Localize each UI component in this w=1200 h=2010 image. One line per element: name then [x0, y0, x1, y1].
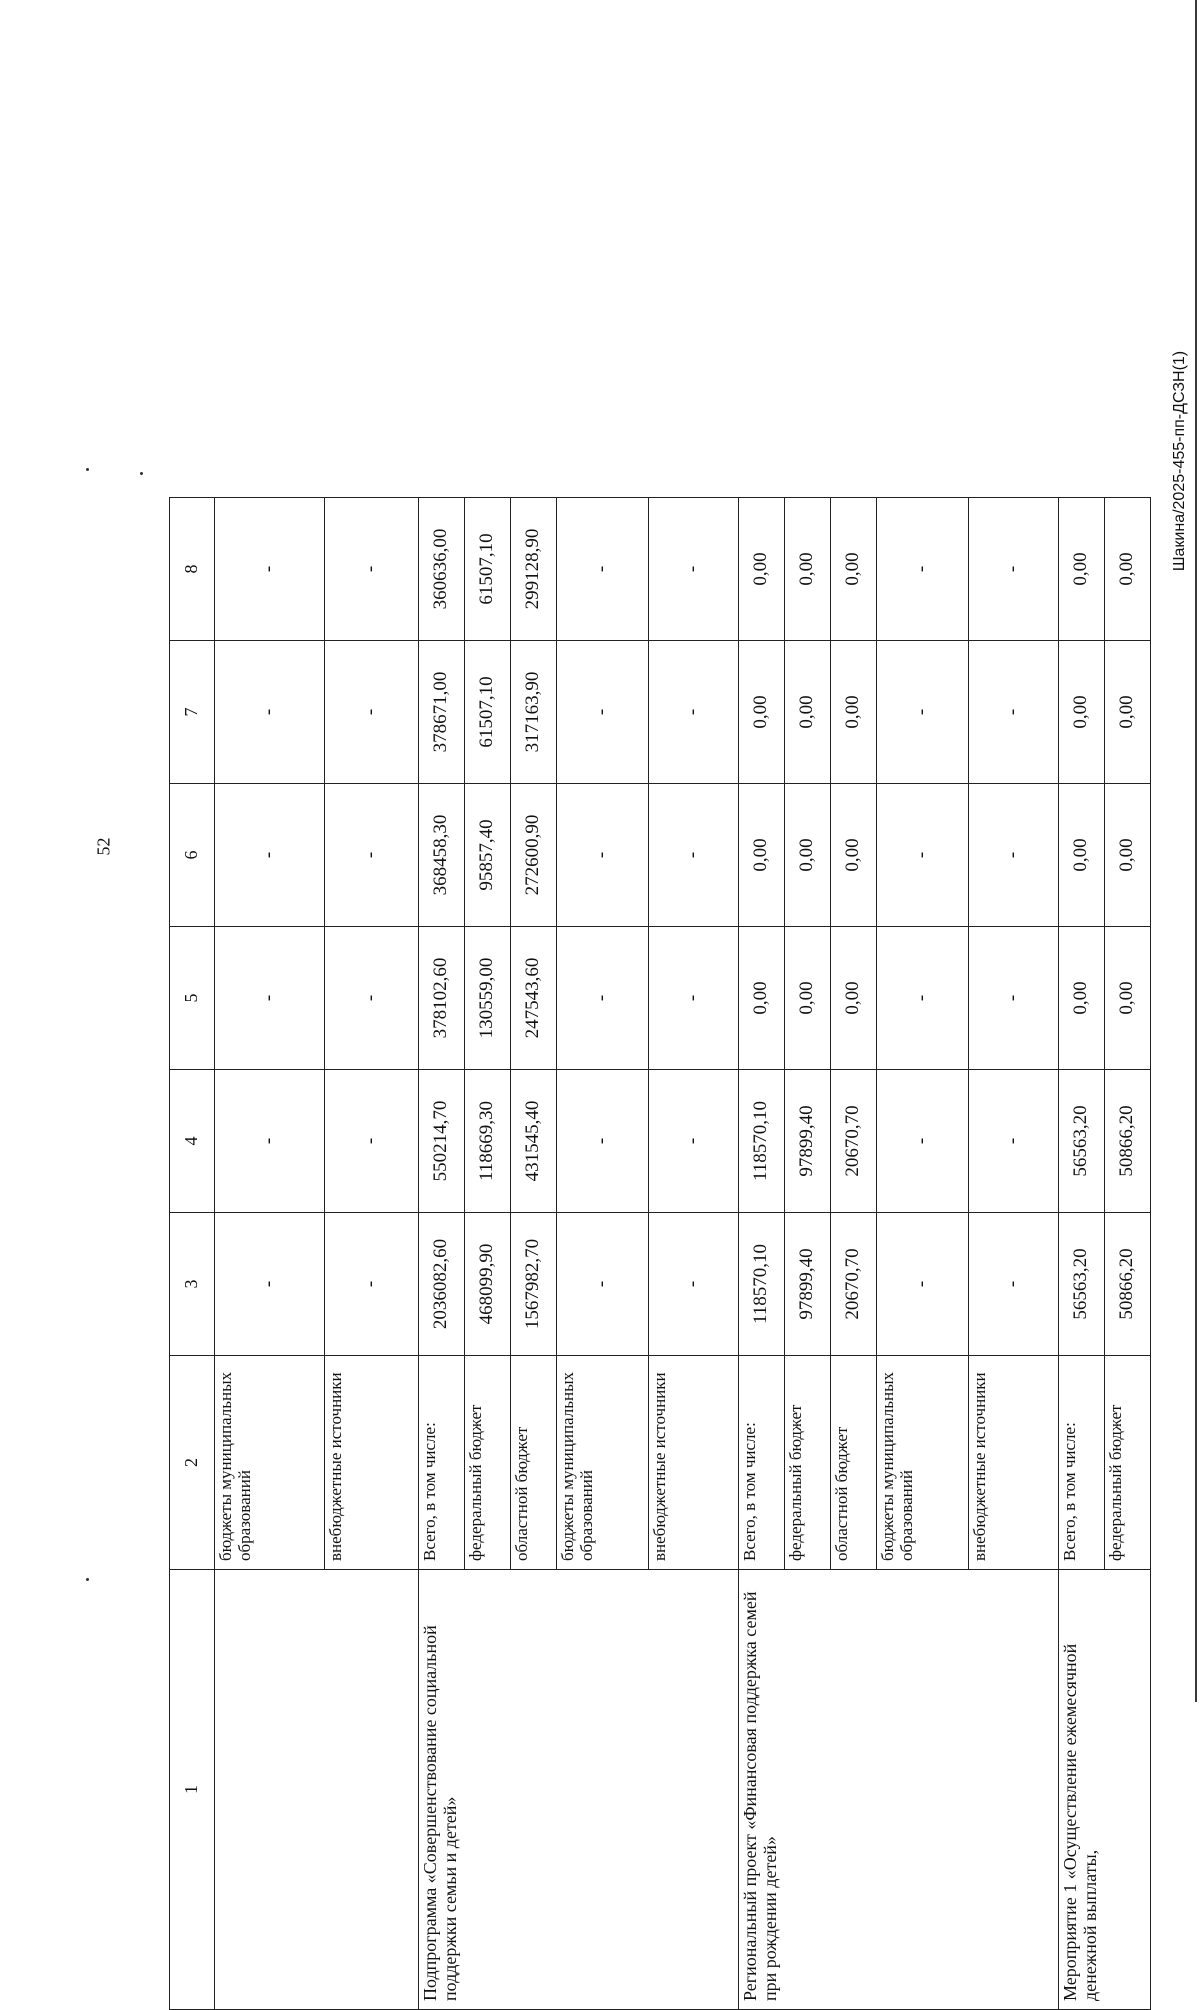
amount-cell: 118669,30	[465, 1070, 511, 1213]
amount-cell: -	[877, 1213, 969, 1356]
header-cell: 4	[170, 1070, 215, 1213]
header-cell: 7	[170, 641, 215, 784]
amount-cell: -	[325, 1070, 419, 1213]
funding-source-cell: внебюджетные источники	[649, 1356, 739, 1570]
amount-cell: 550214,70	[419, 1070, 465, 1213]
header-cell: 5	[170, 927, 215, 1070]
table-container	[169, 498, 1138, 2010]
header-row	[170, 498, 215, 2010]
header-cell: 3	[170, 1213, 215, 1356]
amount-cell: 468099,90	[465, 1213, 511, 1356]
amount-cell: 0,00	[739, 641, 785, 784]
amount-cell: 0,00	[1059, 927, 1105, 1070]
scan-speck	[140, 472, 143, 475]
funding-source-cell: федеральный бюджет	[785, 1356, 831, 1570]
amount-cell: -	[969, 927, 1059, 1070]
amount-cell: 50866,20	[1105, 1213, 1151, 1356]
amount-cell: -	[325, 498, 419, 641]
program-name-cell	[215, 1570, 419, 2010]
amount-cell: 0,00	[1059, 784, 1105, 927]
amount-cell: 0,00	[1105, 498, 1151, 641]
amount-cell: -	[649, 1213, 739, 1356]
amount-cell: 97899,40	[785, 1070, 831, 1213]
document-code: Шакина/2025-455-пп-ДСЗН(1)	[1171, 350, 1188, 572]
amount-cell: 431545,40	[511, 1070, 557, 1213]
funding-source-cell: областной бюджет	[511, 1356, 557, 1570]
amount-cell: -	[557, 784, 649, 927]
amount-cell: 56563,20	[1059, 1213, 1105, 1356]
header-cell: 8	[170, 498, 215, 641]
funding-source-cell: Всего, в том числе:	[739, 1356, 785, 1570]
amount-cell: 61507,10	[465, 641, 511, 784]
funding-source-cell: областной бюджет	[831, 1356, 877, 1570]
amount-cell: -	[215, 641, 325, 784]
amount-cell: 0,00	[739, 784, 785, 927]
table-row	[739, 498, 785, 2010]
funding-source-cell: федеральный бюджет	[465, 1356, 511, 1570]
amount-cell: -	[877, 641, 969, 784]
amount-cell: 378102,60	[419, 927, 465, 1070]
amount-cell: -	[325, 927, 419, 1070]
amount-cell: -	[969, 498, 1059, 641]
amount-cell: -	[969, 784, 1059, 927]
amount-cell: 118570,10	[739, 1070, 785, 1213]
amount-cell: 0,00	[831, 641, 877, 784]
amount-cell: 0,00	[785, 641, 831, 784]
amount-cell: -	[649, 1070, 739, 1213]
funding-source-cell: Всего, в том числе:	[419, 1356, 465, 1570]
funding-source-cell: федеральный бюджет	[1105, 1356, 1151, 1570]
amount-cell: -	[877, 498, 969, 641]
header-cell: 1	[170, 1570, 215, 2010]
program-name-cell: Мероприятие 1 «Осуществление ежемесячной денежной выплаты,	[1059, 1570, 1151, 2010]
table-row	[1059, 498, 1105, 2010]
funding-source-cell: бюджеты муниципальных образований	[215, 1356, 325, 1570]
amount-cell: -	[215, 1070, 325, 1213]
amount-cell: -	[969, 1070, 1059, 1213]
amount-cell: -	[649, 784, 739, 927]
amount-cell: 378671,00	[419, 641, 465, 784]
amount-cell: 0,00	[739, 927, 785, 1070]
amount-cell: -	[877, 784, 969, 927]
amount-cell: 50866,20	[1105, 1070, 1151, 1213]
funding-source-cell: бюджеты муниципальных образований	[877, 1356, 969, 1570]
amount-cell: 0,00	[1105, 784, 1151, 927]
amount-cell: 130559,00	[465, 927, 511, 1070]
amount-cell: -	[215, 784, 325, 927]
amount-cell: 2036082,60	[419, 1213, 465, 1356]
table-body	[170, 498, 1151, 2010]
amount-cell: 95857,40	[465, 784, 511, 927]
amount-cell: 56563,20	[1059, 1070, 1105, 1213]
amount-cell: -	[649, 927, 739, 1070]
amount-cell: -	[557, 498, 649, 641]
amount-cell: 0,00	[785, 927, 831, 1070]
header-cell: 6	[170, 784, 215, 927]
amount-cell: 118570,10	[739, 1213, 785, 1356]
amount-cell: 0,00	[831, 784, 877, 927]
amount-cell: 20670,70	[831, 1213, 877, 1356]
amount-cell: 360636,00	[419, 498, 465, 641]
amount-cell: -	[557, 641, 649, 784]
table-row	[419, 498, 465, 2010]
amount-cell: -	[557, 1070, 649, 1213]
amount-cell: 0,00	[785, 784, 831, 927]
amount-cell: -	[649, 498, 739, 641]
amount-cell: -	[215, 1213, 325, 1356]
program-name-cell: Подпрограмма «Совершенствование социальной поддержки семьи и детей»	[419, 1570, 739, 2010]
amount-cell: -	[969, 1213, 1059, 1356]
amount-cell: 0,00	[831, 927, 877, 1070]
amount-cell: -	[877, 1070, 969, 1213]
amount-cell: -	[325, 1213, 419, 1356]
amount-cell: 0,00	[739, 498, 785, 641]
amount-cell: 317163,90	[511, 641, 557, 784]
amount-cell: 0,00	[785, 498, 831, 641]
amount-cell: 368458,30	[419, 784, 465, 927]
header-cell: 2	[170, 1356, 215, 1570]
amount-cell: 97899,40	[785, 1213, 831, 1356]
amount-cell: 0,00	[1059, 641, 1105, 784]
amount-cell: -	[649, 641, 739, 784]
amount-cell: 247543,60	[511, 927, 557, 1070]
funding-source-cell: Всего, в том числе:	[1059, 1356, 1105, 1570]
amount-cell: 0,00	[1105, 641, 1151, 784]
amount-cell: 20670,70	[831, 1070, 877, 1213]
amount-cell: 0,00	[831, 498, 877, 641]
amount-cell: -	[325, 641, 419, 784]
amount-cell: 1567982,70	[511, 1213, 557, 1356]
amount-cell: -	[215, 498, 325, 641]
amount-cell: 0,00	[1059, 498, 1105, 641]
amount-cell: -	[877, 927, 969, 1070]
program-name-cell: Региональный проект «Финансовая поддержка семей при рождении детей»	[739, 1570, 1059, 2010]
amount-cell: 0,00	[1105, 927, 1151, 1070]
amount-cell: -	[557, 927, 649, 1070]
page-edge	[1195, 0, 1197, 1702]
amount-cell: -	[557, 1213, 649, 1356]
scan-speck	[86, 1578, 89, 1581]
amount-cell: -	[325, 784, 419, 927]
amount-cell: 61507,10	[465, 498, 511, 641]
amount-cell: -	[215, 927, 325, 1070]
amount-cell: 299128,90	[511, 498, 557, 641]
amount-cell: 272600,90	[511, 784, 557, 927]
amount-cell: -	[969, 641, 1059, 784]
funding-source-cell: бюджеты муниципальных образований	[557, 1356, 649, 1570]
scan-speck	[86, 468, 89, 471]
funding-source-cell: внебюджетные источники	[325, 1356, 419, 1570]
page-number: 52	[93, 837, 114, 856]
funding-source-cell: внебюджетные источники	[969, 1356, 1059, 1570]
table-row	[215, 498, 325, 2010]
budget-table	[169, 497, 1151, 2010]
